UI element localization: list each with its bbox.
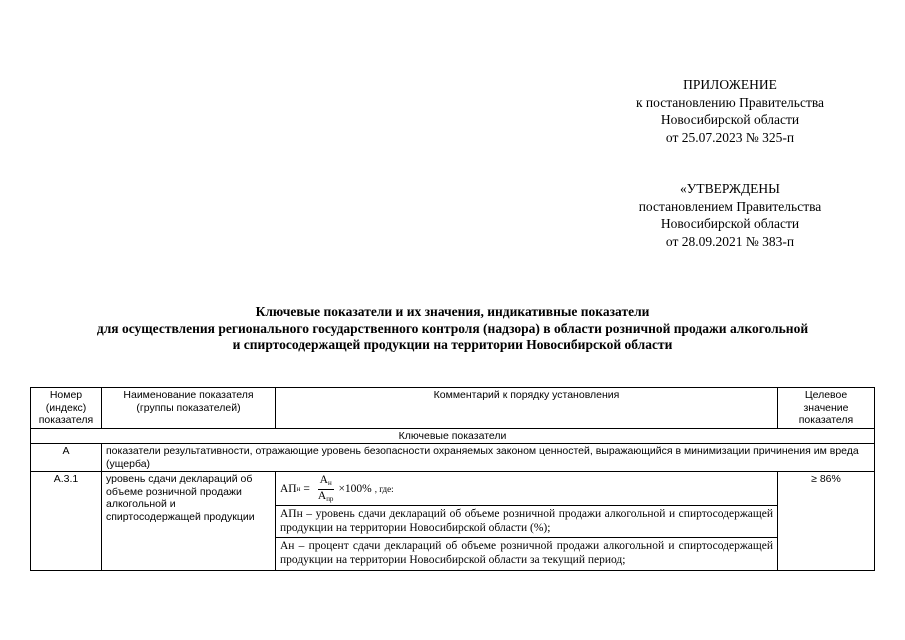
approved-block xyxy=(590,180,870,250)
appendix-line: к постановлению Правительства xyxy=(635,94,825,110)
indicators-table xyxy=(30,387,875,571)
group-text: показатели результативности, отражающие уровень безопасности охраняемых законом ценностей, выражающийся в минимизации причинения им вреда (ущерба) xyxy=(102,444,875,472)
row-index: А.3.1 xyxy=(31,472,102,571)
title-line: Ключевые показатели и их значения, индикативные показатели xyxy=(255,304,650,319)
approved-line: Новосибирской области xyxy=(660,216,800,231)
appendix-heading: ПРИЛОЖЕНИЕ xyxy=(683,77,777,92)
header-name: Наименование показателя (группы показателей) xyxy=(102,388,276,429)
formula-fraction xyxy=(316,474,336,505)
definition-aph: АПн – уровень сдачи деклараций об объеме розничной продажи алкогольной и спиртосодержащей продукции на территории Новосибирской области (%); xyxy=(276,506,777,538)
approved-date: от 28.09.2021 № 383-п xyxy=(665,233,795,249)
formula-lhs-sub: н xyxy=(296,484,301,493)
appendix-line: Новосибирской области xyxy=(660,112,800,127)
formula-numerator xyxy=(318,474,334,490)
formula-equals: = xyxy=(303,482,310,495)
table-row xyxy=(31,472,875,571)
document-title xyxy=(20,304,885,354)
header-number: Номер (индекс) показателя xyxy=(31,388,102,429)
group-row xyxy=(31,444,875,472)
numerator-symbol: А xyxy=(319,473,328,486)
formula xyxy=(276,473,777,506)
numerator-sub: н xyxy=(327,478,332,487)
definition-ah: Ан – процент сдачи деклараций об объеме розничной продажи алкогольной и спиртосодержащей продукции на территории Новосибирской области за текущий период; xyxy=(280,540,773,566)
appendix-block xyxy=(590,76,870,146)
denominator-symbol: А xyxy=(317,489,327,502)
title-line: и спиртосодержащей продукции на территории Новосибирской области xyxy=(232,337,673,352)
section-row xyxy=(31,428,875,444)
group-index: А xyxy=(31,444,102,472)
appendix-date: от 25.07.2023 № 325-п xyxy=(665,129,795,145)
header-target: Целевое значение показателя xyxy=(778,388,875,429)
approved-line: постановлением Правительства xyxy=(638,198,822,214)
formula-denominator xyxy=(316,490,336,505)
row-name: уровень сдачи деклараций об объеме розничной продажи алкогольной и спиртосодержащей продукции xyxy=(102,472,276,571)
row-target: ≥ 86% xyxy=(778,472,875,571)
header-comment: Комментарий к порядку установления xyxy=(276,388,778,429)
approved-heading: «УТВЕРЖДЕНЫ xyxy=(680,181,780,196)
formula-where: , где: xyxy=(374,483,394,494)
formula-lhs: АП xyxy=(280,482,297,495)
section-title: Ключевые показатели xyxy=(31,428,875,444)
formula-tail: ×100% xyxy=(338,482,372,495)
table-header-row xyxy=(31,388,875,429)
denominator-sub: пр xyxy=(326,494,334,503)
row-comment xyxy=(276,472,778,571)
title-line: для осуществления регионального государственного контроля (надзора) в области розничной продажи алкогольной xyxy=(96,320,809,336)
